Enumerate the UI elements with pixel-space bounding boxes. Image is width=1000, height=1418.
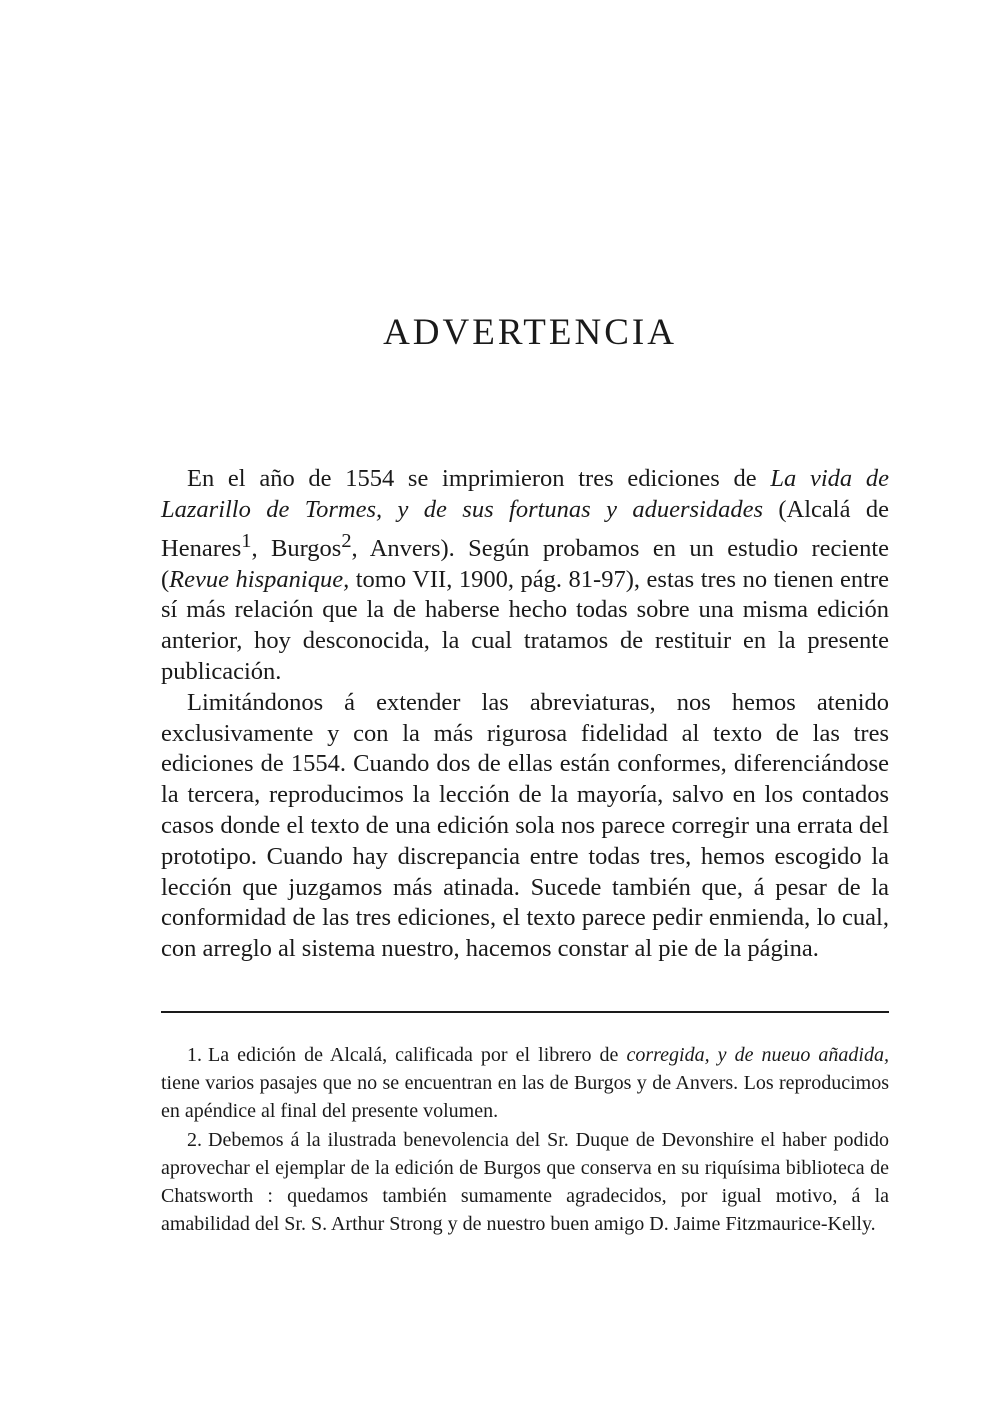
paragraph-1: [161, 464, 889, 688]
paragraph-1-part1: En el año de 1554 se imprimieron tres ediciones de: [187, 465, 771, 492]
footnote-2: [161, 1126, 889, 1239]
book-title: La vida de Lazarillo de Tormes, y de sus fortunas y aduersidades: [161, 465, 889, 523]
paragraph-1-part5: tomo VII, 1900, pág. 81-97), estas tres no tienen entre sí más relación que la de haberse hecho todas sobre una misma edición anterior, hoy desconocida, la cual tratamos de restituir en la presente publicación.: [161, 565, 889, 685]
footnote-2-text: Debemos á la ilustrada benevolencia del Sr. Duque de Devonshire el haber podido aprovechar el ejemplar de la edición de Burgos que conserva en su riquísima biblioteca de Chatsworth : quedamos también sumamente agradecidos, por igual motivo, á la amabilidad del Sr. S. Arthur Strong y de nuestro buen amigo D. Jaime Fitzmaurice-Kelly.: [161, 1128, 889, 1236]
footnote-1-part2: tiene varios pasajes que no se encuentran en las de Burgos y de Anvers. Los reproducimos en apéndice al final del presente volumen.: [161, 1072, 889, 1123]
footnote-1: [161, 1041, 889, 1126]
footnote-1-number: 1.: [187, 1044, 202, 1066]
page-title: ADVERTENCIA: [383, 311, 677, 353]
footnote-1-italic: corregida, y de nueuo añadida,: [626, 1044, 889, 1066]
paragraph-2: Limitándonos á extender las abreviaturas, nos hemos atenido exclusivamente y con la más rigurosa fidelidad al texto de las tres ediciones de 1554. Cuando dos de ellas están conformes, diferenciándose la tercera, reproducimos la lección de la mayoría, salvo en los contados casos donde el texto de una edición sola nos parece corregir una errata del prototipo. Cuando hay discrepancia entre todas tres, hemos escogido la lección que juzgamos más atinada. Sucede también que, á pesar de la conformidad de las tres ediciones, el texto parece pedir enmienda, lo cual, con arreglo al sistema nuestro, hacemos constar al pie de la página.: [161, 688, 889, 963]
footnote-2-number: 2.: [187, 1128, 202, 1151]
paragraph-1-part3: , Burgos: [251, 534, 342, 562]
journal-title: Revue hispanique,: [169, 565, 350, 593]
footnote-ref-1: 1: [241, 529, 252, 552]
paragraph-1-part4: , Anvers). Según probamos en un estudio reciente (: [161, 534, 889, 593]
footnote-divider: [161, 1011, 889, 1013]
paragraph-1-part2: (Alcalá de Henares: [161, 495, 889, 562]
footnote-ref-2: 2: [341, 529, 352, 552]
footnotes: [161, 1041, 889, 1238]
body-text: [161, 464, 889, 965]
footnote-1-part1: La edición de Alcalá, calificada por el librero de: [208, 1044, 627, 1066]
